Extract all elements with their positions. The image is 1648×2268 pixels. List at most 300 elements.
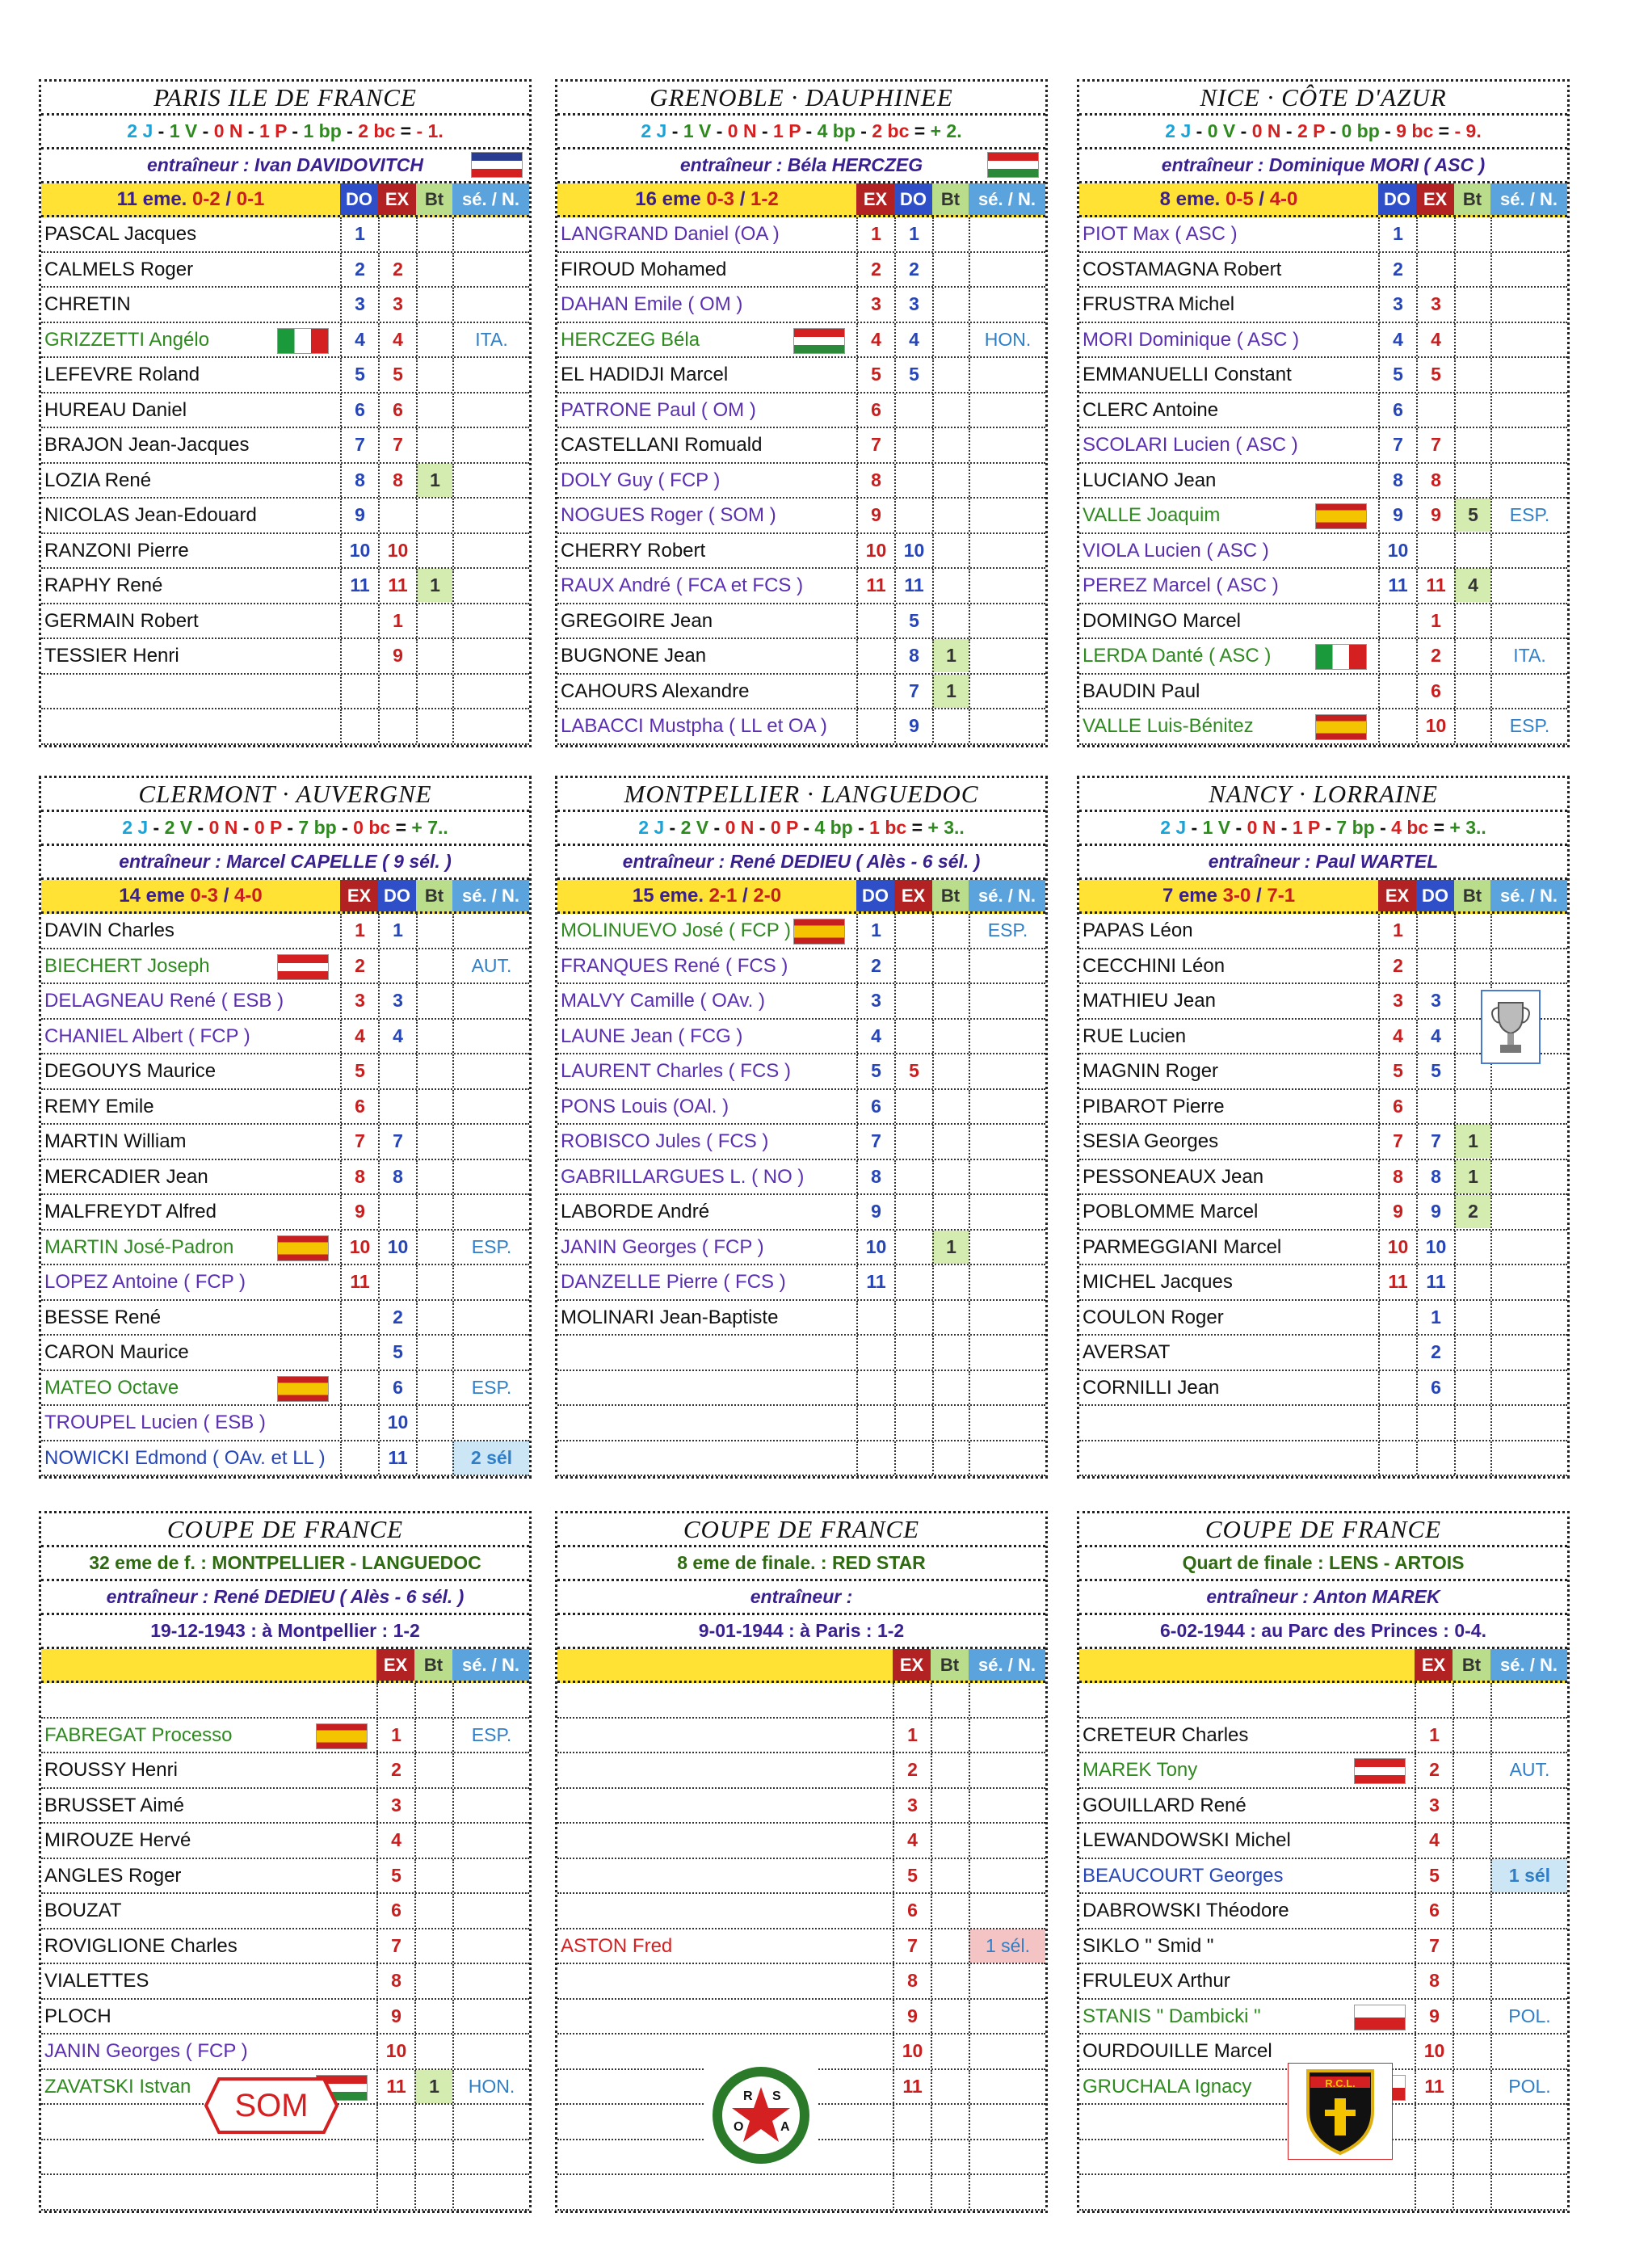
cell-bt [414,2034,452,2068]
player-name: PIBAROT Pierre [1083,1095,1225,1117]
cell-ex: 4 [1415,1824,1453,1857]
cell-bt [1453,1859,1490,1892]
cell-ex [1378,1371,1416,1404]
hungary-flag [793,328,845,354]
player-row [557,569,1045,604]
ranking [1079,880,1378,911]
cell-bt [1453,1719,1490,1752]
cell-ex [1415,2140,1453,2173]
player-name: ASTON Fred [561,1934,673,1957]
cell-sel [969,288,1045,321]
table-header [557,880,1045,914]
cell-bt [414,1859,452,1892]
cell-sel [452,1929,529,1963]
cell-do: 10 [1378,534,1416,567]
player-row [41,709,529,745]
cell-ex: 7 [1415,1929,1453,1963]
rank-label: 11 eme. [116,188,187,210]
record-part: = [1428,817,1450,838]
player-name: CHRETIN [44,293,131,315]
cell-ex: 5 [376,1859,414,1892]
player-row [1079,1231,1567,1266]
player-row [1079,1789,1567,1824]
player-name: CECCHINI Léon [1083,954,1225,977]
score-sep: / [220,188,237,210]
austria-flag [277,954,329,980]
cell-bt [931,2140,969,2173]
table-header [41,1649,529,1683]
player-name: BAUDIN Paul [1083,680,1200,702]
spain-flag [277,1235,329,1261]
cell-sel [452,914,529,947]
player-name: BRAJON Jean-Jacques [44,434,250,456]
team-panel [555,1511,1048,2213]
cell-bt [932,569,969,602]
record-part: 2 bc [872,120,910,141]
player-name: DEGOUYS Maurice [44,1060,217,1082]
player-name: PARMEGGIANI Marcel [1083,1235,1282,1258]
logo-letter: O [734,2120,744,2134]
cell-bt [416,253,452,286]
record-part: - 9. [1454,120,1482,141]
cell-sel: ESP. [452,1371,529,1404]
cell-ex [378,709,416,743]
record-part: 7 bp [298,817,337,838]
player-row [41,1301,529,1336]
cell-do: 2 [340,253,378,286]
match-date: 19-12-1943 : à Montpellier : 1-2 [41,1615,529,1649]
cell-bt [414,1964,452,1997]
cell-ex: 6 [1415,1894,1453,1927]
cell-bt [1454,253,1490,286]
player-name: NOWICKI Edmond ( OAv. et LL ) [44,1446,326,1469]
player-row [557,709,1045,745]
cell-ex: 1 [1378,914,1416,947]
cell-ex: 9 [856,499,894,532]
cell-ex: 4 [376,1824,414,1857]
player-name: AVERSAT [1083,1341,1171,1363]
score-sep: / [737,885,754,907]
cell-bt [416,1125,452,1158]
cell-bt [1453,1683,1490,1716]
cell-bt [931,2175,969,2208]
cell-bt [416,1441,452,1475]
cell-bt [414,1824,452,1857]
player-row [41,1195,529,1231]
cell-ex: 5 [856,358,894,391]
cell-sel [452,253,529,286]
cell-bt [414,1719,452,1752]
cell-sel [969,1894,1045,1927]
player-row [1079,1336,1567,1371]
record-part: 0 P [770,817,798,838]
cell-ex: 9 [1415,2000,1453,2033]
player-name: PIOT Max ( ASC ) [1083,223,1238,245]
cell-bt [932,534,969,567]
cell-do: 5 [1378,358,1416,391]
spain-flag [316,1723,368,1749]
cell-bt [932,1195,969,1228]
rank-label: 7 eme [1162,885,1217,907]
cell-ex: 11 [1378,1265,1416,1298]
player-row [1079,1195,1567,1231]
rank-label: 15 eme. [632,885,704,907]
cell-sel [969,639,1045,672]
player-row [41,534,529,570]
player-row [1079,323,1567,359]
player-row [41,1719,529,1754]
cell-bt [416,1195,452,1228]
cell-sel [969,534,1045,567]
cell-sel [452,2105,529,2138]
player-row [557,1441,1045,1477]
player-name: BEAUCOURT Georges [1083,1864,1284,1887]
player-name: DOMINGO Marcel [1083,609,1242,632]
cell-ex: 1 [1416,604,1454,637]
logo-letter: A [780,2120,790,2134]
player-name: CHANIEL Albert ( FCP ) [44,1025,250,1047]
player-row [557,949,1045,985]
cell-do: 8 [1378,464,1416,497]
cell-bt [931,1964,969,1997]
cell-sel [969,393,1045,427]
record-part: - [153,120,170,141]
cell-bt [416,949,452,983]
som-logo [203,2076,340,2140]
column-header-do: DO [894,183,932,215]
player-name: PONS Louis (OAl. ) [561,1095,729,1117]
cell-ex: 11 [376,2070,414,2103]
player-row [1079,1753,1567,1789]
cell-sel [452,464,529,497]
player-name: ROBISCO Jules ( FCS ) [561,1130,769,1152]
cell-ex: 11 [378,569,416,602]
cell-do: 6 [340,393,378,427]
panel-title: MONTPELLIER · LANGUEDOC [557,778,1045,812]
cell-bt [1453,2034,1490,2068]
player-row [557,393,1045,429]
cell-bt [416,1265,452,1298]
player-row [1079,464,1567,499]
player-row [41,499,529,534]
score-second: 4-0 [234,885,263,907]
cell-sel [452,709,529,743]
record-part: 0 N [213,120,243,141]
logo-letter: R [743,2089,753,2103]
player-row [41,1441,529,1477]
cell-ex [376,2175,414,2208]
cell-bt [1454,1231,1490,1264]
player-name: MICHEL Jacques [1083,1271,1233,1293]
cell-sel [1490,1195,1567,1228]
cell-bt [932,1125,969,1158]
column-header-do: DO [378,880,416,911]
cell-bt [416,675,452,708]
cell-sel [452,1020,529,1053]
cell-bt: 1 [416,569,452,602]
cell-do: 7 [1416,1125,1454,1158]
cell-bt [1454,428,1490,461]
spain-flag [1315,714,1367,740]
cell-ex: 9 [378,639,416,672]
cell-bt [414,1753,452,1786]
cell-bt [1454,288,1490,321]
cell-ex: 10 [856,534,894,567]
player-name: MATHIEU Jean [1083,990,1216,1012]
cell-do: 10 [378,1406,416,1439]
cell-sel [969,604,1045,637]
player-row [1079,1964,1567,2000]
player-row [557,1195,1045,1231]
player-name: CORNILLI Jean [1083,1376,1220,1399]
player-row [41,1753,529,1789]
cell-do: 2 [378,1301,416,1334]
record-part: 0 N [725,817,755,838]
cell-bt [1454,604,1490,637]
record-part: 0 N [1247,817,1276,838]
red-star-logo [704,2063,818,2172]
record-part: 1 V [169,120,198,141]
panel-title: COUPE DE FRANCE [1079,1513,1567,1547]
cell-sel [969,2034,1045,2068]
cell-sel [969,1160,1045,1193]
cell-bt [416,217,452,250]
cell-ex: 11 [1416,569,1454,602]
cell-do [378,949,416,983]
cell-ex [894,1265,932,1298]
record-part: - [1325,120,1342,141]
player-name: LABORDE André [561,1201,710,1222]
cell-sel [1490,288,1567,321]
player-name: PESSONEAUX Jean [1083,1165,1264,1188]
cell-ex [1416,253,1454,286]
record-part: 1 bc [869,817,907,838]
record-part: 0 bc [353,817,391,838]
gap [1220,188,1225,210]
cell-bt [416,428,452,461]
cell-bt [931,1824,969,1857]
season-record [41,812,529,846]
player-name: PLOCH [44,2005,111,2027]
player-row [557,675,1045,710]
cell-bt [416,1090,452,1123]
record-part: 0 N [1251,120,1281,141]
player-row [41,428,529,464]
cell-bt [416,288,452,321]
cell-bt: 1 [416,464,452,497]
cell-sel [452,1824,529,1857]
cell-ex: 10 [893,2034,931,2068]
cell-sel: ESP. [452,1719,529,1752]
cell-sel [1490,464,1567,497]
player-name: VALLE Joaquim [1083,504,1221,526]
cell-do: 9 [340,499,378,532]
player-row [1079,1160,1567,1196]
cell-ex: 8 [856,464,894,497]
player-row [41,1125,529,1160]
cell-ex: 3 [376,1789,414,1822]
score-second: 7-1 [1267,885,1296,907]
player-row [41,2140,529,2176]
cell-sel [452,639,529,672]
cell-ex: 6 [340,1090,378,1123]
player-row [41,1336,529,1371]
player-name: HERCZEG Béla [561,328,700,351]
cell-sel [969,1719,1045,1752]
cell-bt [414,2140,452,2173]
player-name: MAREK Tony [1083,1759,1198,1781]
cell-sel [1490,1160,1567,1193]
record-part: = [1433,120,1455,141]
column-header-do: DO [340,183,378,215]
player-name: JANIN Georges ( FCP ) [561,1235,764,1258]
cell-sel [969,2000,1045,2033]
cell-do: 7 [378,1125,416,1158]
cell-do [894,393,932,427]
cell-sel [452,1195,529,1228]
cell-do: 1 [894,217,932,250]
cell-sel: ESP. [1490,499,1567,532]
cell-do: 5 [894,604,932,637]
cell-ex [378,217,416,250]
cell-ex: 4 [1416,323,1454,356]
coach-line: entraîneur : Anton MAREK [1079,1581,1567,1615]
cell-do [856,1371,894,1404]
cell-bt [932,358,969,391]
player-row [1079,1859,1567,1895]
cell-do: 3 [378,984,416,1017]
panel-title: GRENOBLE · DAUPHINEE [557,82,1045,116]
cell-ex: 1 [893,1719,931,1752]
cell-ex: 7 [376,1929,414,1963]
cell-ex: 9 [1378,1195,1416,1228]
cell-bt [932,1336,969,1369]
player-name: BIECHERT Joseph [44,954,210,977]
cell-sel [969,984,1045,1017]
player-name: RUE Lucien [1083,1025,1187,1047]
cell-ex: 7 [893,1929,931,1963]
record-part: - [666,120,683,141]
column-header-bt: Bt [414,1649,452,1681]
player-row [557,1719,1045,1754]
cell-do [340,604,378,637]
cell-bt [931,2000,969,2033]
cell-do [894,499,932,532]
cell-sel [1490,1090,1567,1123]
cell-sel [1490,2140,1567,2173]
coach-name: entraîneur : Béla HERCZEG [679,154,923,175]
cell-bt [1454,1371,1490,1404]
column-header-ex: EX [376,1649,414,1681]
cell-sel [1490,1336,1567,1369]
cell-ex: 7 [378,428,416,461]
record-part: - [197,120,214,141]
player-row [557,323,1045,359]
player-name: CAHOURS Alexandre [561,680,750,702]
coach-line [557,149,1045,183]
player-name: DAVIN Charles [44,919,174,941]
player-row [1079,217,1567,253]
cell-bt [414,2000,452,2033]
cell-ex: 8 [1415,1964,1453,1997]
cell-bt [1453,1929,1490,1963]
record-part: 0 bp [1341,120,1380,141]
player-name: BUGNONE Jean [561,645,707,667]
rcl-logo-text: R.C.L. [1325,2077,1356,2089]
cell-sel [1490,2034,1567,2068]
player-name: DAHAN Emile ( OM ) [561,293,743,315]
player-row [41,217,529,253]
player-row [557,217,1045,253]
player-name: LEWANDOWSKI Michel [1083,1829,1291,1851]
cell-do [1416,1406,1454,1439]
player-row [41,2034,529,2070]
cell-sel [969,1195,1045,1228]
cell-sel [1490,1964,1567,1997]
cell-ex [894,1160,932,1193]
cell-sel [1490,217,1567,250]
cell-bt [1453,1894,1490,1927]
record-part: - [1235,120,1252,141]
cell-ex: 1 [340,914,378,947]
cell-sel: ITA. [452,323,529,356]
cell-do: 4 [856,1020,894,1053]
cell-ex [894,1231,932,1264]
cell-ex [856,639,894,672]
poland-flag [1354,2005,1406,2030]
cell-ex [376,1683,414,1716]
cell-ex [894,1020,932,1053]
cell-bt [932,1301,969,1334]
cell-sel: 1 sél [1490,1859,1567,1892]
cell-ex: 6 [893,1894,931,1927]
cell-bt [1453,1789,1490,1822]
player-row [557,984,1045,1020]
rank-label: 8 eme. [1159,188,1221,210]
cell-sel [452,217,529,250]
cell-ex [1378,1406,1416,1439]
cell-ex [894,949,932,983]
score-second: 4-0 [1269,188,1298,210]
cell-ex [1415,2175,1453,2208]
column-header-bt: Bt [932,183,969,215]
column-header-sn: sé. / N. [1490,880,1567,911]
player-row [1079,1125,1567,1160]
player-row [557,1265,1045,1301]
record-part: - [756,120,774,141]
cell-ex [1415,2105,1453,2138]
spain-flag [1315,503,1367,529]
player-row [557,1371,1045,1407]
cell-sel [969,1406,1045,1439]
player-row [1079,1406,1567,1441]
score-first: 0-3 [190,885,219,907]
cell-bt: 4 [1454,569,1490,602]
cell-bt [932,428,969,461]
cell-ex: 4 [856,323,894,356]
cell-sel: 1 sél. [969,1929,1045,1963]
column-header-ex: EX [894,880,932,911]
player-row [1079,1894,1567,1929]
cell-bt [1453,1964,1490,1997]
cell-ex [340,1336,378,1369]
player-name: GREGOIRE Jean [561,609,713,632]
player-name: DANZELLE Pierre ( FCS ) [561,1271,786,1293]
column-header-sn: sé. / N. [969,1649,1045,1681]
cell-do: 7 [340,428,378,461]
column-header-do: DO [856,880,894,911]
cell-bt [1454,949,1490,983]
